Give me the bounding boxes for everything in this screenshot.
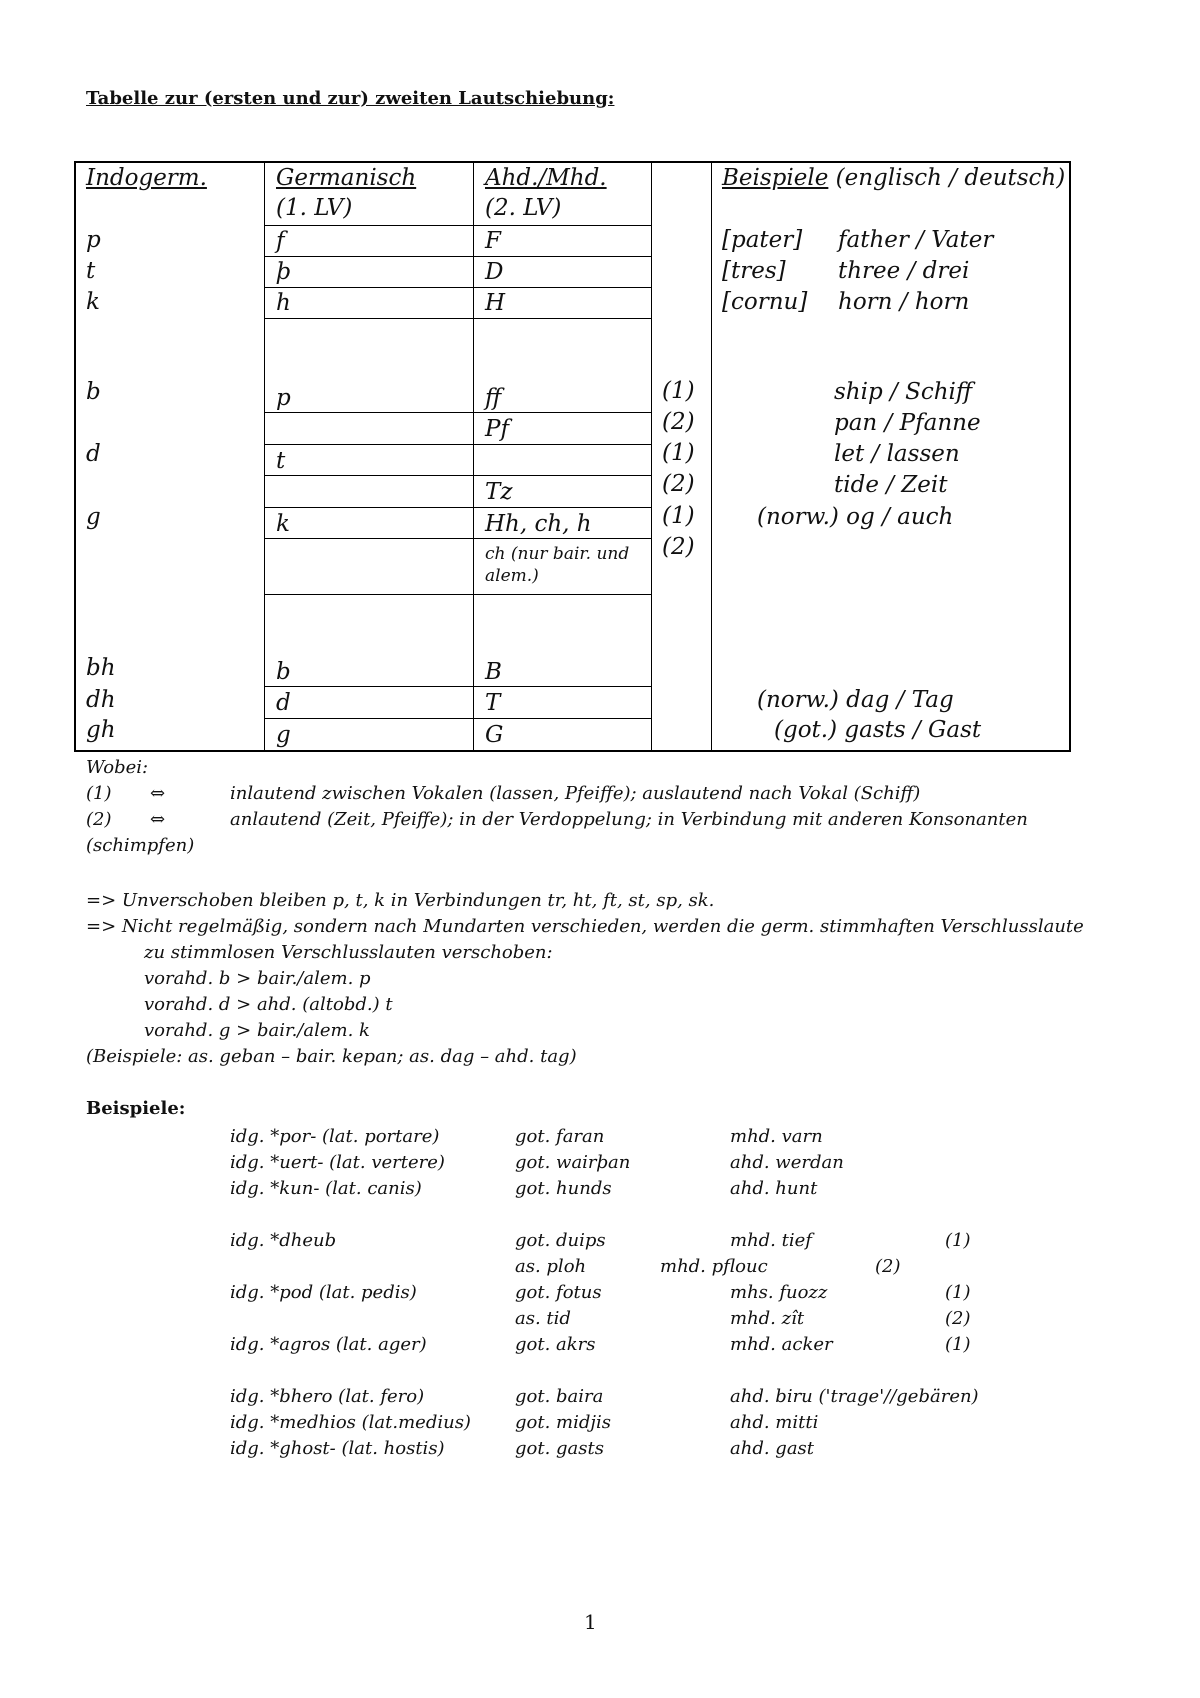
page-number: 1: [584, 1610, 597, 1634]
page-title: Tabelle zur (ersten und zur) zweiten Lautschiebung:: [86, 88, 615, 109]
ahd-cell: T: [485, 690, 501, 716]
example-cell: as. tid: [515, 1308, 571, 1329]
germanisch-cell: d: [276, 690, 291, 716]
germanisch-cell: f: [276, 228, 285, 254]
indogerm-cell: b: [86, 379, 101, 405]
table-divider: [473, 161, 474, 752]
header-ahd-sub: (2. LV): [485, 195, 562, 221]
example-cell: as. ploh: [515, 1256, 587, 1277]
rule-dialect-cont: zu stimmlosen Verschlusslauten verschoben:: [144, 942, 553, 963]
example-cell: idg. *medhios (lat.medius): [230, 1412, 471, 1433]
note2-text: anlautend (Zeit, Pfeiffe); in der Verdoppelung; in Verbindung mit anderen Konsonanten: [230, 809, 1028, 830]
table-rule: [264, 256, 651, 257]
example-cell: got. gasts: [515, 1438, 604, 1459]
indogerm-cell: gh: [86, 717, 116, 743]
example-word: let / lassen: [834, 441, 960, 467]
example-cell: got. fotus: [515, 1282, 602, 1303]
example-cell: ahd. gast: [730, 1438, 815, 1459]
table-divider: [711, 161, 712, 752]
example-marker: (2): [945, 1308, 971, 1329]
ahd-cell: Hh, ch, h: [485, 511, 592, 537]
example-cell: mhd. zît: [730, 1308, 805, 1329]
table-rule: [264, 507, 651, 508]
example-marker: (1): [945, 1282, 971, 1303]
example-word: (norw.) dag / Tag: [757, 687, 954, 713]
ahd-cell: B: [485, 659, 502, 685]
example-latin: [cornu]: [722, 289, 808, 315]
header-germanisch: Germanisch: [276, 165, 417, 191]
example-cell: idg. *pod (lat. pedis): [230, 1282, 417, 1303]
rule-dialect: => Nicht regelmäßig, sondern nach Mundarten verschieden, werden die germ. stimmhaften Verschlusslaute: [86, 916, 1084, 937]
marker-cell: (1): [662, 503, 695, 529]
example-word: (got.) gasts / Gast: [774, 717, 982, 743]
marker-cell: (1): [662, 440, 695, 466]
example-cell: idg. *uert- (lat. vertere): [230, 1152, 445, 1173]
example-cell: idg. *ghost- (lat. hostis): [230, 1438, 445, 1459]
table-rule: [264, 686, 651, 687]
example-word: pan / Pfanne: [834, 410, 981, 436]
example-word: three / drei: [838, 258, 970, 284]
shift-g: vorahd. g > bair./alem. k: [144, 1020, 370, 1041]
indogerm-cell: d: [86, 441, 101, 467]
example-cell: mhd. varn: [730, 1126, 823, 1147]
rule-unshifted: => Unverschoben bleiben p, t, k in Verbindungen tr, ht, ft, st, sp, sk.: [86, 890, 715, 911]
germanisch-cell: g: [276, 722, 291, 748]
germanisch-cell: h: [276, 290, 291, 316]
indogerm-cell: g: [86, 504, 101, 530]
table-rule: [264, 412, 651, 413]
ahd-cell-note: ch (nur bair. und alem.): [485, 544, 630, 586]
indogerm-cell: bh: [86, 655, 116, 681]
header-ahd: Ahd./Mhd.: [485, 165, 607, 191]
example-cell: mhs. fuozz: [730, 1282, 828, 1303]
ahd-cell: ff: [485, 385, 502, 411]
table-divider: [264, 161, 265, 752]
ahd-cell: D: [485, 259, 504, 285]
table-rule: [264, 318, 651, 319]
example-word: ship / Schiff: [834, 379, 973, 405]
example-word: horn / horn: [838, 289, 970, 315]
example-cell: ahd. mitti: [730, 1412, 819, 1433]
ahd-cell: Tz: [485, 479, 513, 505]
germanisch-cell: p: [276, 385, 291, 411]
marker-cell: (2): [662, 471, 695, 497]
table-rule: [264, 287, 651, 288]
table-rule: [264, 594, 651, 595]
example-cell: ahd. hunt: [730, 1178, 818, 1199]
table-rule: [264, 718, 651, 719]
header-beispiele: [722, 164, 1065, 192]
example-cell: idg. *agros (lat. ager): [230, 1334, 427, 1355]
example-marker: (2): [875, 1256, 901, 1277]
note2-marker: (2): [86, 809, 112, 830]
example-cell: idg. *bhero (lat. fero): [230, 1386, 425, 1407]
shift-d: vorahd. d > ahd. (altobd.) t: [144, 994, 393, 1015]
example-cell: got. akrs: [515, 1334, 596, 1355]
ahd-cell: H: [485, 290, 506, 316]
table-divider: [651, 161, 652, 752]
notes-wobei: Wobei:: [86, 757, 149, 778]
example-cell: idg. *dheub: [230, 1230, 337, 1251]
note1-marker: (1): [86, 783, 112, 804]
indogerm-cell: p: [86, 227, 101, 253]
example-cell: idg. *por- (lat. portare): [230, 1126, 440, 1147]
ahd-cell: Pf: [485, 416, 509, 442]
example-marker: (1): [945, 1230, 971, 1251]
example-marker: (1): [945, 1334, 971, 1355]
marker-cell: (1): [662, 378, 695, 404]
example-latin: [tres]: [722, 258, 786, 284]
example-latin: [pater]: [722, 227, 803, 253]
table-rule: [264, 225, 651, 226]
indogerm-cell: t: [86, 258, 96, 284]
indogerm-cell: dh: [86, 687, 116, 713]
marker-cell: (2): [662, 534, 695, 560]
header-indogerm: Indogerm.: [86, 165, 207, 191]
arrow-icon: ⇔: [150, 809, 166, 830]
germanisch-cell: t: [276, 448, 286, 474]
germanisch-cell: þ: [276, 259, 291, 285]
header-beispiele-label: Beispiele: [722, 165, 829, 191]
marker-cell: (2): [662, 409, 695, 435]
table-rule: [264, 538, 651, 539]
example-cell: got. faran: [515, 1126, 605, 1147]
example-cell: got. baira: [515, 1386, 604, 1407]
example-word: tide / Zeit: [834, 472, 948, 498]
indogerm-cell: k: [86, 289, 100, 315]
table-rule: [264, 444, 651, 445]
example-cell: mhd. tief: [730, 1230, 812, 1251]
shift-examples: (Beispiele: as. geban – bair. kepan; as. dag – ahd. tag): [86, 1046, 577, 1067]
example-word: father / Vater: [838, 227, 994, 253]
example-cell: mhd. pflouc: [660, 1256, 768, 1277]
note2-continuation: (schimpfen): [86, 835, 195, 856]
table-rule: [264, 475, 651, 476]
example-cell: idg. *kun- (lat. canis): [230, 1178, 422, 1199]
example-word: (norw.) og / auch: [757, 504, 954, 530]
example-cell: mhd. acker: [730, 1334, 833, 1355]
example-cell: ahd. biru ('trage'//gebären): [730, 1386, 979, 1407]
ahd-cell: G: [485, 722, 504, 748]
example-cell: got. duips: [515, 1230, 606, 1251]
header-germanisch-sub: (1. LV): [276, 195, 353, 221]
examples-heading: Beispiele:: [86, 1098, 186, 1119]
ahd-cell: F: [485, 228, 501, 254]
shift-b: vorahd. b > bair./alem. p: [144, 968, 371, 989]
arrow-icon: ⇔: [150, 783, 166, 804]
header-beispiele-rest: (englisch / deutsch): [828, 165, 1066, 191]
example-cell: got. midjis: [515, 1412, 611, 1433]
example-cell: ahd. werdan: [730, 1152, 844, 1173]
example-cell: got. hunds: [515, 1178, 612, 1199]
example-cell: got. wairþan: [515, 1152, 631, 1173]
note1-text: inlautend zwischen Vokalen (lassen, Pfeiffe); auslautend nach Vokal (Schiff): [230, 783, 921, 804]
germanisch-cell: b: [276, 659, 291, 685]
germanisch-cell: k: [276, 511, 290, 537]
